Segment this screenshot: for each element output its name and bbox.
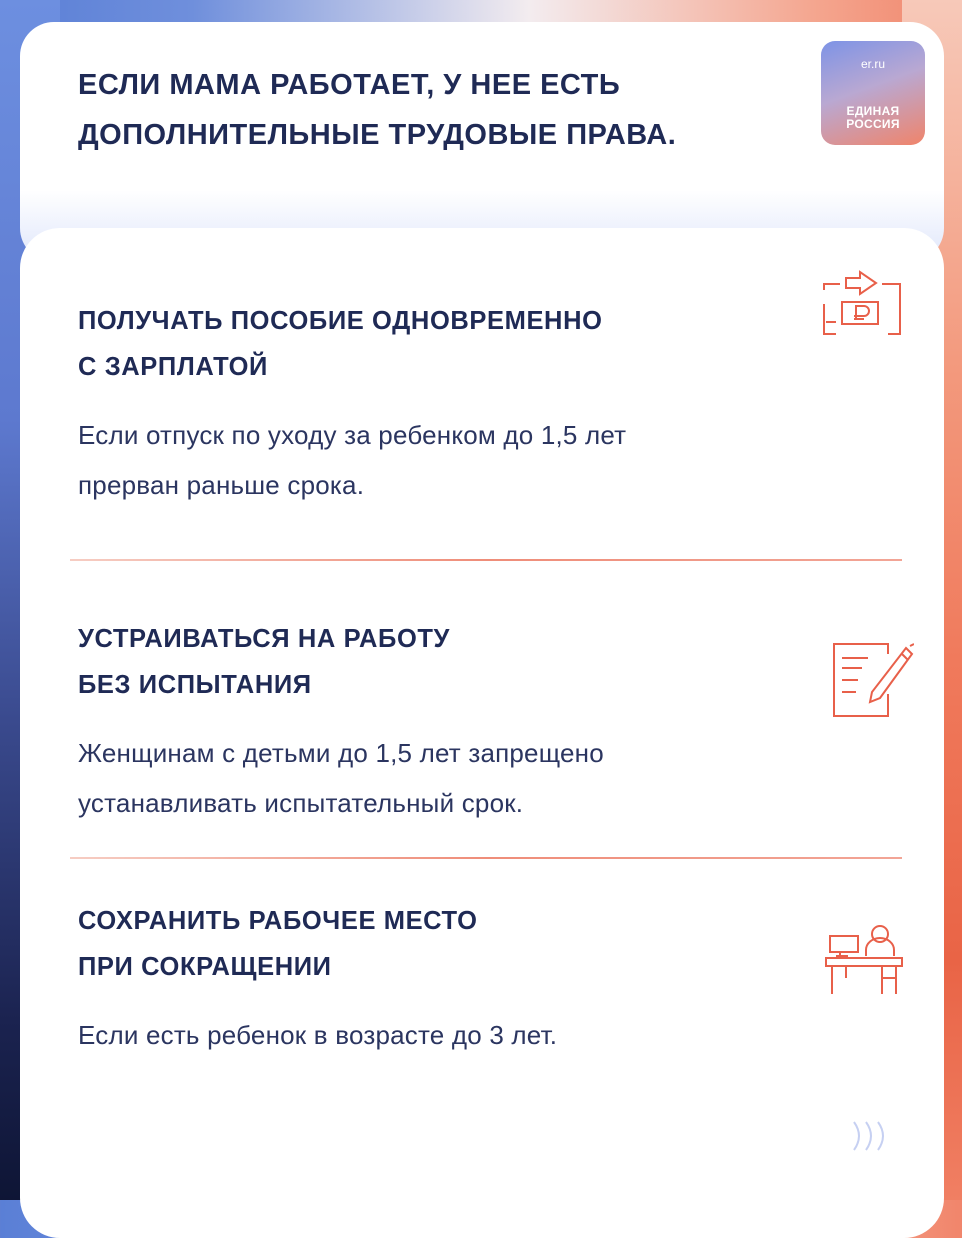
section-body [78,410,838,510]
section-benefit-with-salary [78,298,838,510]
section-divider [70,559,902,561]
section-keep-job [78,898,838,1060]
section-body-line: Женщинам с детьми до 1,5 лет запрещено [78,738,604,768]
section-title-line: БЕЗ ИСПЫТАНИЯ [78,671,312,699]
section-title [78,298,838,390]
section-title-line: УСТРАИВАТЬСЯ НА РАБОТУ [78,625,451,653]
section-no-probation [78,616,838,828]
workplace-desk-icon [822,920,906,998]
logo-line-2: РОССИЯ [846,117,900,131]
section-body [78,728,838,828]
header-title [78,60,778,160]
chevrons-right-icon[interactable] [848,1116,896,1156]
section-title [78,616,838,708]
logo-domain: er.ru [860,57,885,71]
section-divider [70,857,902,859]
section-title [78,898,838,990]
section-body-line: Если отпуск по уходу за ребенком до 1,5 лет [78,420,627,450]
section-title-line: ПРИ СОКРАЩЕНИИ [78,953,332,981]
ruble-transfer-icon [816,264,906,338]
section-body-line: прерван раньше срока. [78,470,365,500]
header-title-line-1: ЕСЛИ МАМА РАБОТАЕТ, У НЕЕ ЕСТЬ [78,69,621,101]
section-body [78,1010,838,1060]
header-title-line-2: ДОПОЛНИТЕЛЬНЫЕ ТРУДОВЫЕ ПРАВА. [78,119,677,151]
section-title-line: СОХРАНИТЬ РАБОЧЕЕ МЕСТО [78,907,478,935]
section-body-line: устанавливать испытательный срок. [78,788,524,818]
logo-line-1: ЕДИНАЯ [846,104,900,118]
united-russia-logo [821,41,925,145]
section-title-line: С ЗАРПЛАТОЙ [78,353,268,381]
section-body-line: Если есть ребенок в возрасте до 3 лет. [78,1020,558,1050]
section-title-line: ПОЛУЧАТЬ ПОСОБИЕ ОДНОВРЕМЕННО [78,307,603,335]
document-pen-icon [828,640,914,722]
